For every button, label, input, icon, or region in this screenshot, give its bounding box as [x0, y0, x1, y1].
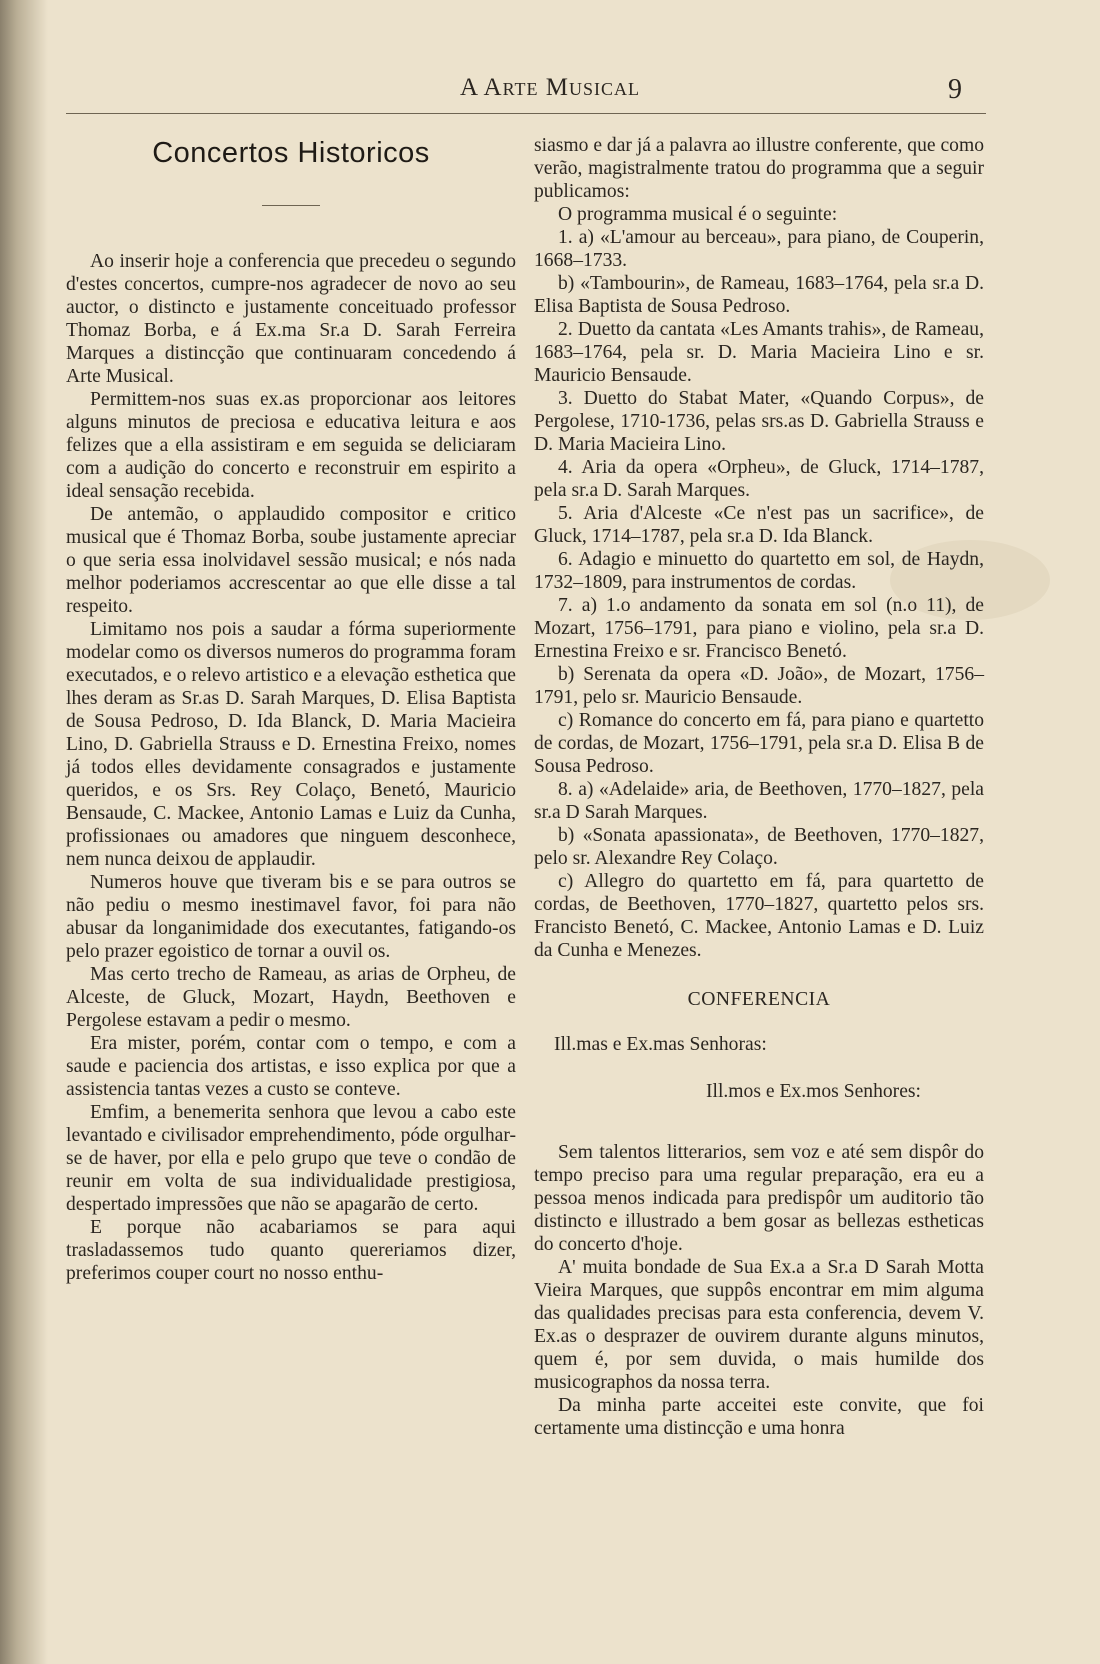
running-title: A Arte Musical — [460, 74, 640, 101]
paragraph: Emfim, a benemerita senhora que levou a cabo este levantado e civilisador emprehendimento, póde orgulhar-se de haver, por ella e pelo grupo que teve o condão de reunir em volta de sua individualidade prestigiosa, despertado impressões que não se apagarão de certo. — [66, 1102, 516, 1215]
paragraph: Da minha parte acceitei este convite, que foi certamente uma distincção e uma honra — [534, 1395, 984, 1439]
header-rule — [66, 113, 986, 114]
programme-item: c) Allegro do quartetto em fá, para quartetto de cordas, de Beethoven, 1770–1827, quartetto pelos srs. Francisto Benetó, C. Mackee, Antonio Lamas e D. Luiz da Cunha e Menezes. — [534, 871, 984, 961]
article-title: Concertos Historicos — [152, 137, 430, 169]
binding-shadow — [0, 0, 48, 1664]
right-column — [534, 134, 984, 1440]
paragraph: De antemão, o applaudido compositor e critico musical que é Thomaz Borba, soube justamente apreciar o que seria essa inolvidavel sessão musical; e nós nada melhor poderiamos accrescentar ao que elle disse a tal respeito. — [66, 504, 516, 617]
programme-item: 7. a) 1.o andamento da sonata em sol (n.o 11), de Mozart, 1756–1791, para piano e violino, pela sr.a D. Ernestina Freixo e sr. Francisco Benetó. — [534, 595, 984, 662]
programme-item: b) Serenata da opera «D. João», de Mozart, 1756–1791, pelo sr. Mauricio Bensaude. — [534, 664, 984, 708]
paragraph: Era mister, porém, contar com o tempo, e com a saude e paciencia dos artistas, e isso explica por que a assistencia tantas vezes a custo se conteve. — [66, 1033, 516, 1100]
paragraph: Limitamo nos pois a saudar a fórma superiormente modelar como os diversos numeros do programma foram executados, e o relevo artistico e a elevação esthetica que lhes deram as Sr.as D. Sarah Marques, D. Elisa Baptista de Sousa Pedroso, D. Ida Blanck, D. Maria Macieira Lino, D. Gabriella Strauss e D. Ernestina Freixo, nomes já todos elles devidamente consagrados e justamente queridos, e os Srs. Rey Colaço, Benetó, Mauricio Bensaude, C. Mackee, Antonio Lamas e Luiz da Cunha, profissionaes ou amadores que ninguem desconhece, nem nunca deixou de applaudir. — [66, 619, 516, 870]
programme-item: 6. Adagio e minuetto do quartetto em sol, de Haydn, 1732–1809, para instrumentos de cordas. — [534, 549, 984, 593]
conferencia-heading: CONFERENCIA — [687, 989, 831, 1010]
salutation-ladies: Ill.mas e Ex.mas Senhoras: — [554, 1034, 767, 1055]
page-number: 9 — [948, 74, 962, 105]
title-divider — [262, 205, 320, 206]
programme-item: b) «Tambourin», de Rameau, 1683–1764, pela sr.a D. Elisa Baptista de Sousa Pedroso. — [534, 273, 984, 317]
programme-item: 8. a) «Adelaide» aria, de Beethoven, 1770–1827, pela sr.a D Sarah Marques. — [534, 779, 984, 823]
paragraph: A' muita bondade de Sua Ex.a a Sr.a D Sarah Motta Vieira Marques, que suppôs encontrar em mim alguma das qualidades precisas para esta conferencia, devem V. Ex.as o desprazer de ouvirem durante alguns minutos, quem é, por sem duvida, o mais humilde dos musicographos da nossa terra. — [534, 1257, 984, 1393]
paragraph: Mas certo trecho de Rameau, as arias de Orpheu, de Alceste, de Gluck, Mozart, Haydn, Beethoven e Pergolese estavam a pedir o mesmo. — [66, 964, 516, 1031]
paragraph: Sem talentos litterarios, sem voz e até sem dispôr do tempo preciso para uma regular preparação, era eu a pessoa menos indicada para predispôr um auditorio tão distincto e illustrado a bem gosar as bellezas estheticas do concerto d'hoje. — [534, 1142, 984, 1255]
programme-item: 2. Duetto da cantata «Les Amants trahis», de Rameau, 1683–1764, pela sr. D. Maria Macieira Lino e sr. Mauricio Bensaude. — [534, 319, 984, 386]
programme-item: 5. Aria d'Alceste «Ce n'est pas un sacrifice», de Gluck, 1714–1787, pela sr.a D. Ida Blanck. — [534, 503, 984, 547]
paragraph: O programma musical é o seguinte: — [558, 204, 838, 225]
salutation-gentlemen: Ill.mos e Ex.mos Senhores: — [706, 1081, 921, 1102]
programme-item: 1. a) «L'amour au berceau», para piano, de Couperin, 1668–1733. — [534, 227, 984, 271]
programme-item: 3. Duetto do Stabat Mater, «Quando Corpus», de Pergolese, 1710-1736, pelas srs.as D. Gabriella Strauss e D. Maria Macieira Lino. — [534, 388, 984, 455]
programme-item: b) «Sonata apassionata», de Beethoven, 1770–1827, pelo sr. Alexandre Rey Colaço. — [534, 825, 984, 869]
paragraph: Permittem-nos suas ex.as proporcionar aos leitores alguns minutos de preciosa e educativa leitura e aos felizes que a ella assistiram e em seguida se deliciaram com a audição do concerto e reconstruir em espirito a ideal sensação recebida. — [66, 389, 516, 502]
paragraph: Numeros houve que tiveram bis e se para outros se não pediu o mesmo inestimavel favor, foi para não abusar da longanimidade dos executantes, fatigando-os pelo prazer egoistico de tornar a ouvil os. — [66, 872, 516, 962]
left-column — [66, 134, 516, 1285]
programme-item: c) Romance do concerto em fá, para piano e quartetto de cordas, de Mozart, 1756–1791, pela sr.a D. Elisa B de Sousa Pedroso. — [534, 710, 984, 777]
programme-item: 4. Aria da opera «Orpheu», de Gluck, 1714–1787, pela sr.a D. Sarah Marques. — [534, 457, 984, 501]
paragraph: Ao inserir hoje a conferencia que precedeu o segundo d'estes concertos, cumpre-nos agradecer de novo ao seu auctor, o distincto e justamente conceituado professor Thomaz Borba, e á Ex.ma Sr.a D. Sarah Ferreira Marques a distincção que continuaram concedendo á Arte Musical. — [66, 251, 516, 387]
paragraph: E porque não acabariamos se para aqui trasladassemos tudo quanto quereriamos dizer, preferimos couper court no nosso enthu- — [66, 1217, 516, 1284]
paragraph: siasmo e dar já a palavra ao illustre conferente, que como verão, magistralmente tratou do programma que a seguir publicamos: — [534, 135, 984, 202]
